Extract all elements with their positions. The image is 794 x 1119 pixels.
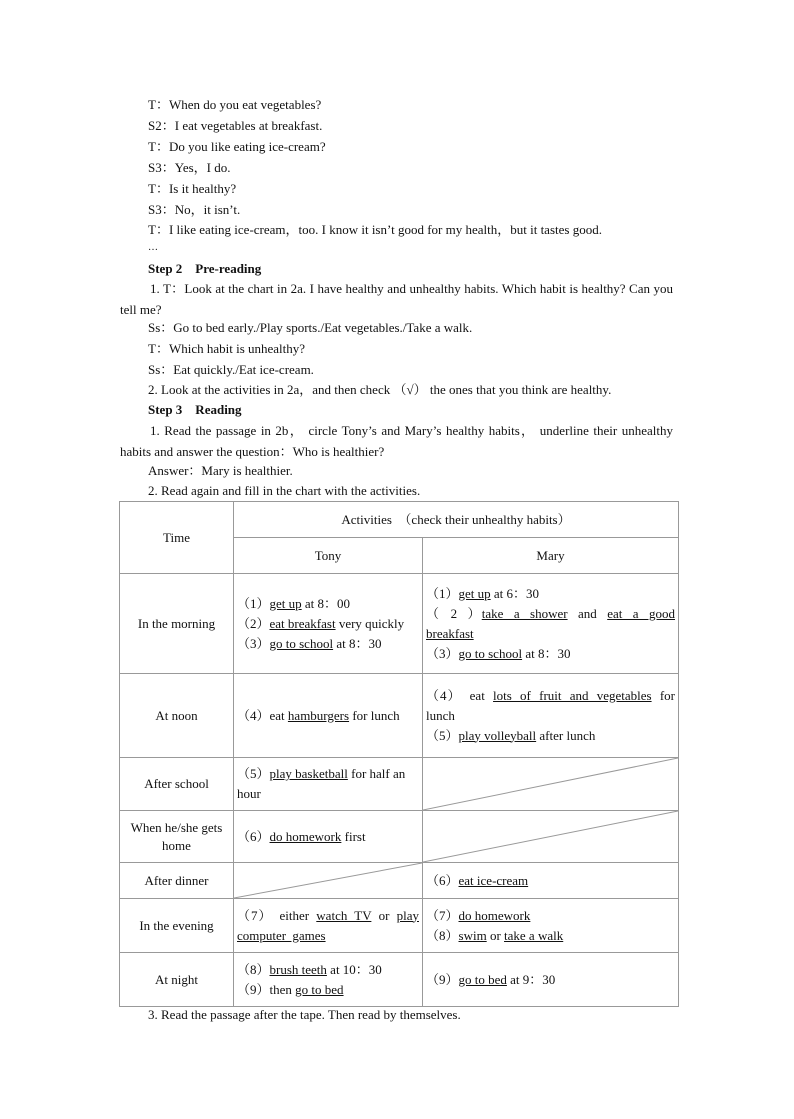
empty-cell-slash: [234, 863, 423, 899]
dialogue-line: S3：Yes，I do.: [148, 160, 231, 175]
dialogue-line: S3：No，it isn’t.: [148, 202, 241, 217]
diagonal-line-icon: [423, 811, 678, 862]
time-cell: At night: [120, 953, 234, 1007]
empty-cell-slash: [423, 758, 679, 811]
empty-cell-slash: [423, 811, 679, 863]
step2-line: T：Which habit is unhealthy?: [148, 341, 306, 356]
time-cell: After dinner: [120, 863, 234, 899]
step2-item1: 1. T：Look at the chart in 2a. I have healthy and unhealthy habits. Which habit is healthy? Can you tell me?: [120, 281, 673, 317]
tony-cell: （5）play basketball for half an hour: [234, 758, 423, 811]
step2-heading: Step 2 Pre-reading: [148, 261, 262, 276]
tony-cell: （8）brush teeth at 10：30 （9）then go to bed: [234, 953, 423, 1007]
table-row: [120, 758, 679, 811]
dialogue-line: T：Is it healthy?: [148, 181, 237, 196]
header-mary: Mary: [423, 538, 679, 574]
step2-line: Ss：Go to bed early./Play sports./Eat vegetables./Take a walk.: [148, 320, 473, 335]
header-tony: Tony: [234, 538, 423, 574]
header-activities: Activities （check their unhealthy habits）: [234, 502, 679, 538]
table-row: [120, 674, 679, 758]
table-row: [120, 863, 679, 899]
table-row: [120, 574, 679, 674]
diagonal-line-icon: [423, 758, 678, 810]
table-row: [120, 953, 679, 1007]
step3-item3: 3. Read the passage after the tape. Then read by themselves.: [148, 1007, 461, 1022]
habits-table: [119, 501, 679, 1007]
mary-cell: （4） eat lots of fruit and vegetables for lunch （5）play volleyball after lunch: [423, 674, 679, 758]
time-cell: At noon: [120, 674, 234, 758]
table-row: [120, 811, 679, 863]
ellipsis: …: [148, 242, 158, 253]
mary-cell: （9）go to bed at 9：30: [423, 953, 679, 1007]
time-cell: When he/she gets home: [120, 811, 234, 863]
step3-heading: Step 3 Reading: [148, 402, 242, 417]
tony-cell: （6）do homework first: [234, 811, 423, 863]
dialogue-line: S2：I eat vegetables at breakfast.: [148, 118, 323, 133]
step3-answer: Answer：Mary is healthier.: [148, 463, 293, 478]
table-row: [120, 899, 679, 953]
step2-line: 2. Look at the activities in 2a，and then check （√） the ones that you think are healthy.: [148, 382, 612, 397]
time-cell: In the morning: [120, 574, 234, 674]
step3-item2: 2. Read again and fill in the chart with the activities.: [148, 483, 421, 498]
tony-cell: （1）get up at 8：00 （2）eat breakfast very quickly （3）go to school at 8：30: [234, 574, 423, 674]
step2-line: Ss：Eat quickly./Eat ice-cream.: [148, 362, 314, 377]
mary-cell: （1）get up at 6：30 （ 2 ）take a shower and eat a good breakfast （3）go to school at 8：30: [423, 574, 679, 674]
tony-cell: （4）eat hamburgers for lunch: [234, 674, 423, 758]
time-cell: After school: [120, 758, 234, 811]
mary-cell: （7）do homework （8）swim or take a walk: [423, 899, 679, 953]
time-cell: In the evening: [120, 899, 234, 953]
dialogue-line: T：Do you like eating ice-cream?: [148, 139, 326, 154]
dialogue-line: T：I like eating ice-cream，too. I know it isn’t good for my health，but it tastes good.: [148, 222, 602, 237]
mary-cell: （6）eat ice-cream: [423, 863, 679, 899]
diagonal-line-icon: [234, 863, 422, 898]
step3-item1: 1. Read the passage in 2b， circle Tony’s and Mary’s healthy habits， underline their unhealthy habits and answer the question：Who is healthier?: [120, 423, 673, 459]
dialogue-line: T：When do you eat vegetables?: [148, 97, 322, 112]
header-time: Time: [120, 502, 234, 574]
tony-cell: （7） either watch TV or play computer games: [234, 899, 423, 953]
